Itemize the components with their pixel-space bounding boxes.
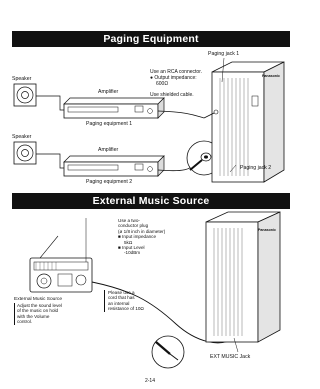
paging-jack-2-label: Paging jack 2 <box>240 165 272 171</box>
note-output-impedance: ● Output impedance: <box>150 75 197 81</box>
paging-equipment-1-label: Paging equipment 1 <box>86 121 133 127</box>
source-note-1: of the music on hold <box>17 308 59 314</box>
source-note-2: with the Volume <box>17 313 50 319</box>
music-plug-notes <box>118 218 165 256</box>
plug-note-3: ■ Input impedance <box>118 234 157 240</box>
cord-note-3: resistance of 10Ω <box>108 306 144 312</box>
amplifier-1-icon <box>64 98 164 118</box>
speaker-1-label: Speaker <box>12 76 32 82</box>
music-plug-detail-icon <box>152 336 184 368</box>
telephone-system-unit-icon <box>212 62 284 182</box>
speaker-2-icon <box>14 142 36 164</box>
plug-note-6: -10dBm <box>124 250 141 256</box>
cord-note-2: an internal <box>108 300 130 306</box>
note-impedance-value: 600Ω <box>156 81 169 87</box>
ext-music-jack-label: EXT MUSIC Jack <box>210 354 251 360</box>
amplifier-2-icon <box>64 156 164 176</box>
cord-resistance-note <box>104 290 144 312</box>
paging-equipment-header: Paging Equipment <box>12 31 290 47</box>
source-note-3: control. <box>17 319 33 325</box>
cord-note-1: cord that has <box>108 295 135 301</box>
brand-logo-1: Panasonic <box>262 74 280 78</box>
plug-note-1: conductor plug <box>118 223 149 229</box>
source-note-0: Adjust the sound level <box>17 303 62 308</box>
note-rca: Use an RCA connector. <box>150 69 202 75</box>
brand-logo-2: Panasonic <box>258 228 276 232</box>
music-source-radio-icon <box>30 236 92 292</box>
amplifier-1-label: Amplifier <box>98 89 119 95</box>
volume-adjust-note <box>14 303 62 325</box>
plug-note-2: (ø 1/8 inch in diameter) <box>118 228 166 234</box>
page-number: 2-14 <box>144 378 155 384</box>
cord-note-0: Please use a <box>108 290 135 295</box>
amplifier-2-label: Amplifier <box>98 147 119 153</box>
external-music-source-label: External Music Source <box>14 297 62 302</box>
paging-jack-1-label: Paging jack 1 <box>208 51 240 57</box>
plug-note-5: ■ Input Level <box>118 245 145 251</box>
paging-equipment-2-label: Paging equipment 2 <box>86 179 133 185</box>
plug-note-0: Use a two- <box>118 218 140 223</box>
note-shielded-cable: Use shielded cable. <box>150 92 194 98</box>
paging-connection-notes <box>150 69 202 98</box>
plug-note-4: 5kΩ <box>124 239 133 245</box>
speaker-1-icon <box>14 84 36 106</box>
speaker-2-label: Speaker <box>12 134 32 140</box>
external-music-source-header: External Music Source <box>12 193 290 209</box>
